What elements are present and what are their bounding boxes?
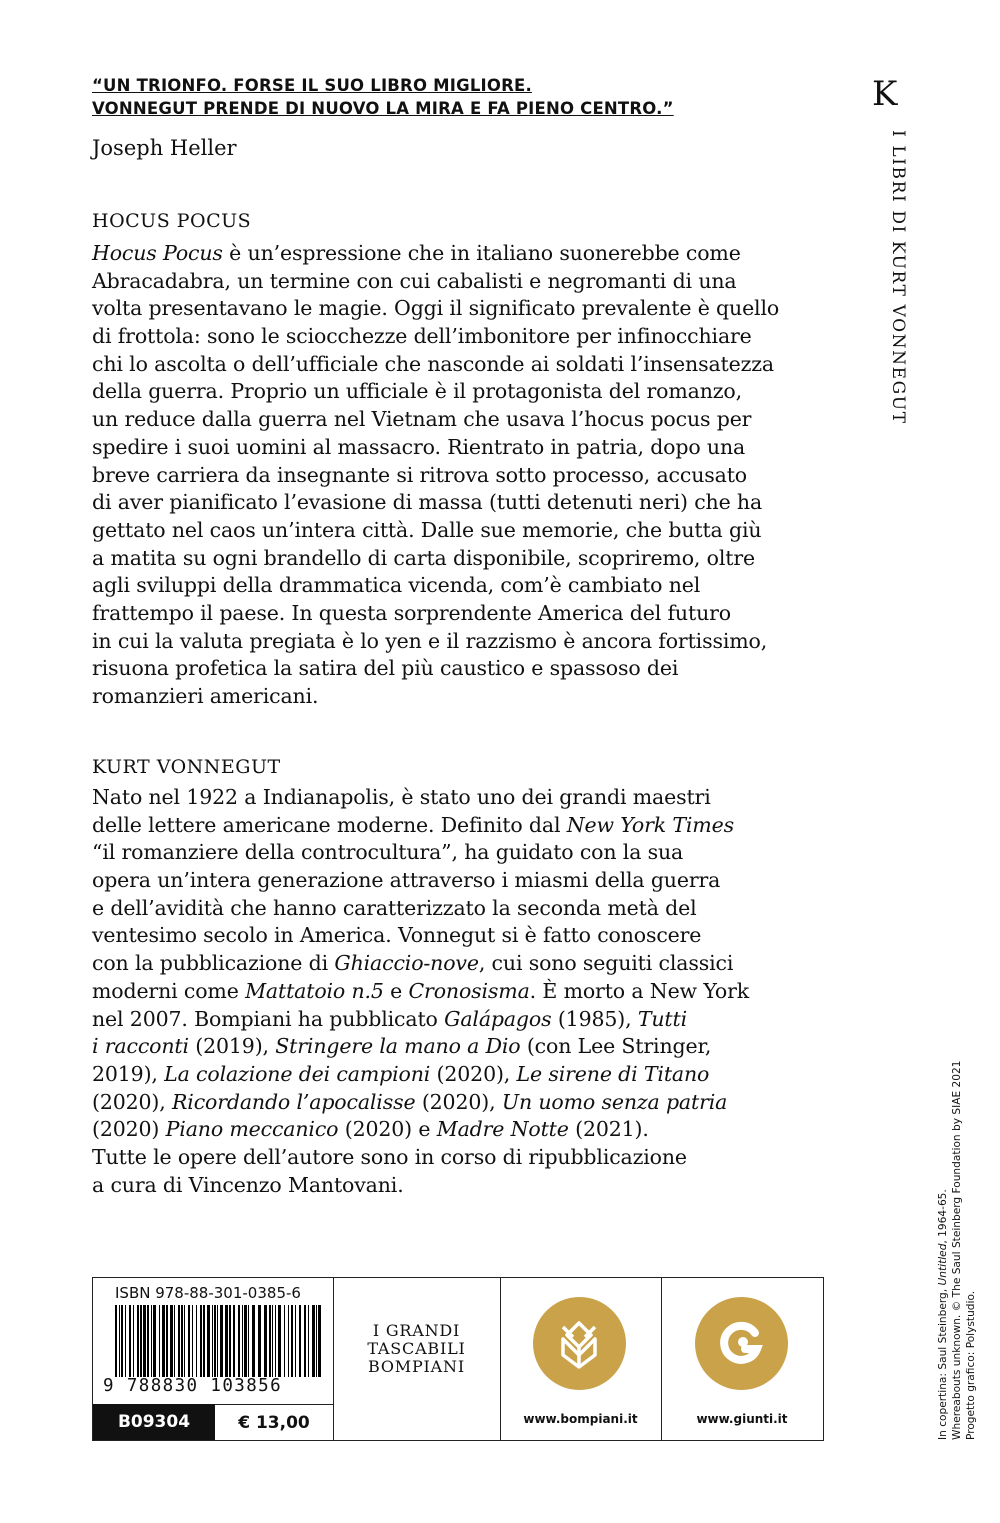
barcode-digits: 9 788830 103856 [103, 1376, 283, 1396]
series-cell [333, 1278, 501, 1440]
bompiani-cell [500, 1278, 662, 1440]
author-bio-paragraph: Nato nel 1922 a Indianapolis, è stato uno dei grandi maestri delle lettere americane moderne. Definito dal New York Times “il romanziere della controcultura”, ha guidato con la sua opera un’intera generazione attraverso i miasmi della guerra e dell’avidità che hanno caratterizzato la seconda metà del ventesimo secolo in America. Vonnegut si è fatto conoscere con la pubblicazione di Ghiaccio-nove, cui sono seguiti classici moderni come Mattatoio n.5 e Cronosisma. È morto a New York nel 2007. Bompiani ha pubblicato Galápagos (1985), Tutti i racconti (2019), Stringere la mano a Dio (con Lee Stringer, 2019), La colazione dei campioni (2020), Le sirene di Titano (2020), Ricordando l’apocalisse (2020), Un uomo senza patria (2020) Piano meccanico (2020) e Madre Notte (2021). Tutte le opere dell’autore sono in corso di ripubblicazione a cura di Vincenzo Mantovani. [92, 785, 750, 1197]
quote-line: VONNEGUT PRENDE DI NUOVO LA MIRA E FA PIENO CENTRO.” [92, 99, 674, 118]
bompiani-url[interactable]: www.bompiani.it [523, 1412, 638, 1426]
book-title: Hocus Pocus [92, 241, 223, 265]
giunti-logo-icon [695, 1297, 788, 1390]
series-vertical-title: I LIBRI DI KURT VONNEGUT [888, 130, 908, 425]
product-code: B09304 [93, 1404, 215, 1440]
giunti-url[interactable]: www.giunti.it [696, 1412, 788, 1426]
section-heading-hocus-pocus: HOCUS POCUS [92, 210, 252, 232]
series-name: I GRANDI TASCABILI BOMPIANI [367, 1321, 466, 1376]
quote-line: “UN TRIONFO. FORSE IL SUO LIBRO MIGLIORE. [92, 76, 532, 95]
isbn-text: ISBN 978-88-301-0385-6 [115, 1284, 301, 1302]
cover-credits: In copertina: Saul Steinberg, Untitled, 1964-65. Whereabouts unknown. © The Saul Steinberg Foundation by SIAE 2021 Progetto grafico: Polystudio. [937, 1060, 977, 1440]
barcode-image [115, 1305, 325, 1377]
bompiani-logo-icon [533, 1297, 626, 1390]
synopsis-paragraph: Hocus Pocus è un’espressione che in italiano suonerebbe come Abracadabra, un termine con cui cabalisti e negromanti di una volta presentavano le magie. Oggi il significato prevalente è quello di frottola: sono le sciocchezze dell’imbonitore per infinocchiare chi lo ascolta o dell’ufficiale che nasconde ai soldati l’insensatezza della guerra. Proprio un ufficiale è il protagonista del romanzo, un reduce dalla guerra nel Vietnam che usava l’hocus pocus per spedire i suoi uomini al massacro. Rientrato in patria, dopo una breve carriera da insegnante si ritrova sotto processo, accusato di aver pianificato l’evasione di massa (tutti detenuti neri) che ha gettato nel caos un’intera città. Dalle sue memorie, che butta giù a matita su ogni brandello di carta disponibile, scopriremo, oltre agli sviluppi della drammatica vicenda, com’è cambiato nel frattempo il paese. In questa sorprendente America del futuro in cui la valuta pregiata è lo yen e il razzismo è ancora fortissimo, risuona profetica la satira del più caustico e spassoso dei romanzieri americani. [92, 241, 780, 708]
quote-author: Joseph Heller [92, 136, 237, 160]
back-cover-info-box [92, 1277, 824, 1441]
giunti-cell [661, 1278, 823, 1440]
price: € 13,00 [215, 1404, 333, 1441]
section-heading-author: KURT VONNEGUT [92, 756, 281, 778]
series-logo-k: K [872, 74, 898, 114]
quote [92, 74, 812, 120]
barcode-cell [93, 1278, 334, 1440]
